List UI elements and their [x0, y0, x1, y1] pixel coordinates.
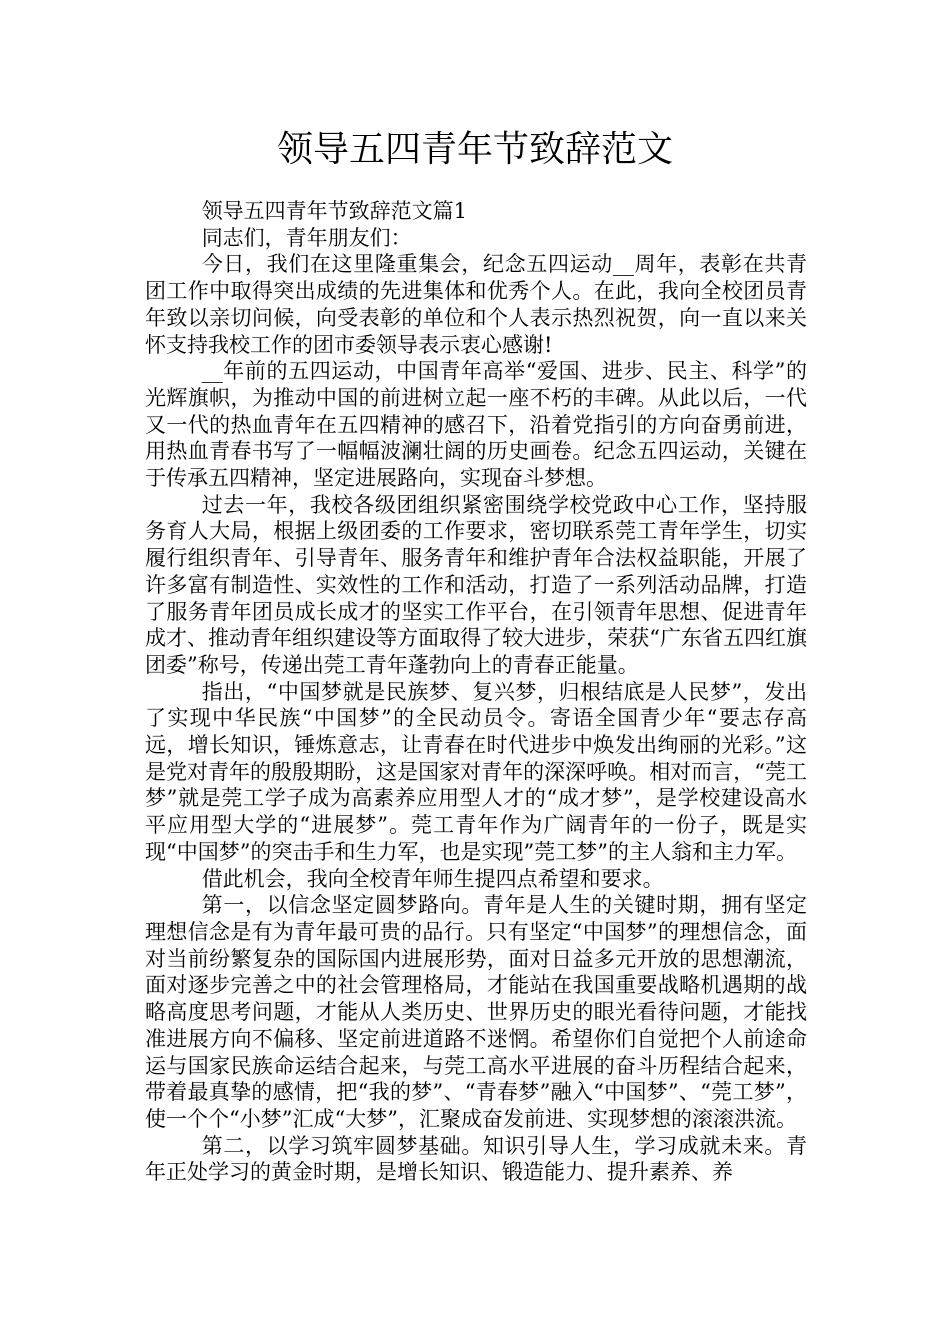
salutation: 同志们，青年朋友们：: [201, 225, 412, 250]
paragraph-history: __年前的五四运动，中国青年高举“爱国、进步、民主、科学”的光辉旗帜，为推动中国的前进树立起一座不朽的丰碑。从此以后，一代又一代的热血青年在五四精神的感召下，沿着党指引的方向奋勇前进，用热血青春书写了一幅幅波澜壮阔的历史画卷。纪念五四运动，关键在于传承五四精神，坚定进展路向，实现奋斗梦想。: [145, 359, 807, 491]
document-body: [145, 198, 807, 1186]
paragraph-point-one: 第一，以信念坚定圆梦路向。青年是人生的关键时期，拥有坚定理想信念是有为青年最可贵的品行。只有坚定“中国梦”的理想信念，面对当前纷繁复杂的国际国内进展形势，面对日益多元开放的思想潮流，面对逐步完善之中的社会管理格局，才能站在我国重要战略机遇期的战略高度思考问题，才能从人类历史、世界历史的眼光看待问题，才能找准进展方向不偏移、坚定前进道路不迷惘。希望你们自觉把个人前途命运与国家民族命运结合起来，与莞工高水平进展的奋斗历程结合起来，带着最真挚的感情，把“我的梦”、“青春梦”融入“中国梦”、“莞工梦”，使一个个“小梦”汇成“大梦”，汇聚成奋发前进、实现梦想的滚滚洪流。: [145, 893, 807, 1131]
paragraph-point-two: 第二，以学习筑牢圆梦基础。知识引导人生，学习成就未来。青年正处学习的黄金时期，是增长知识、锻造能力、提升素养、养: [145, 1133, 807, 1185]
paragraph-past-year: 过去一年，我校各级团组织紧密围绕学校党政中心工作，坚持服务育人大局，根据上级团委的工作要求，密切联系莞工青年学生，切实履行组织青年、引导青年、服务青年和维护青年合法权益职能，开展了许多富有制造性、实效性的工作和活动，打造了一系列活动品牌，打造了服务青年团员成长成才的坚实工作平台，在引领青年思想、促进青年成才、推动青年组织建设等方面取得了较大进步，荣获“广东省五四红旗团委”称号，传递出莞工青年蓬勃向上的青春正能量。: [145, 492, 807, 677]
paragraph-opening: 今日，我们在这里隆重集会，纪念五四运动__周年，表彰在共青团工作中取得突出成绩的先进集体和优秀个人。在此，我向全校团员青年致以亲切问候，向受表彰的单位和个人表示热烈祝贺，向一直以来关怀支持我校工作的团市委领导表示衷心感谢!: [145, 252, 807, 357]
document-title: 领导五四青年节致辞范文: [276, 129, 673, 170]
paragraph-chinese-dream: 指出，“中国梦就是民族梦、复兴梦，归根结底是人民梦”，发出了实现中华民族“中国梦”的全民动员令。寄语全国青少年“要志存高远，增长知识，锤炼意志，让青春在时代进步中焕发出绚丽的光彩。”这是党对青年的殷殷期盼，这是国家对青年的深深呼唤。相对而言，“莞工梦”就是莞工学子成为高素养应用型人才的“成才梦”，是学校建设高水平应用型大学的“进展梦”。莞工青年作为广阔青年的一份子，既是实现“中国梦”的突击手和生力军，也是实现”莞工梦”的主人翁和主力军。: [145, 679, 807, 864]
section-heading: 领导五四青年节致辞范文篇1: [201, 199, 468, 223]
paragraph-hopes-intro: 借此机会，我向全校青年师生提四点希望和要求。: [201, 866, 664, 891]
